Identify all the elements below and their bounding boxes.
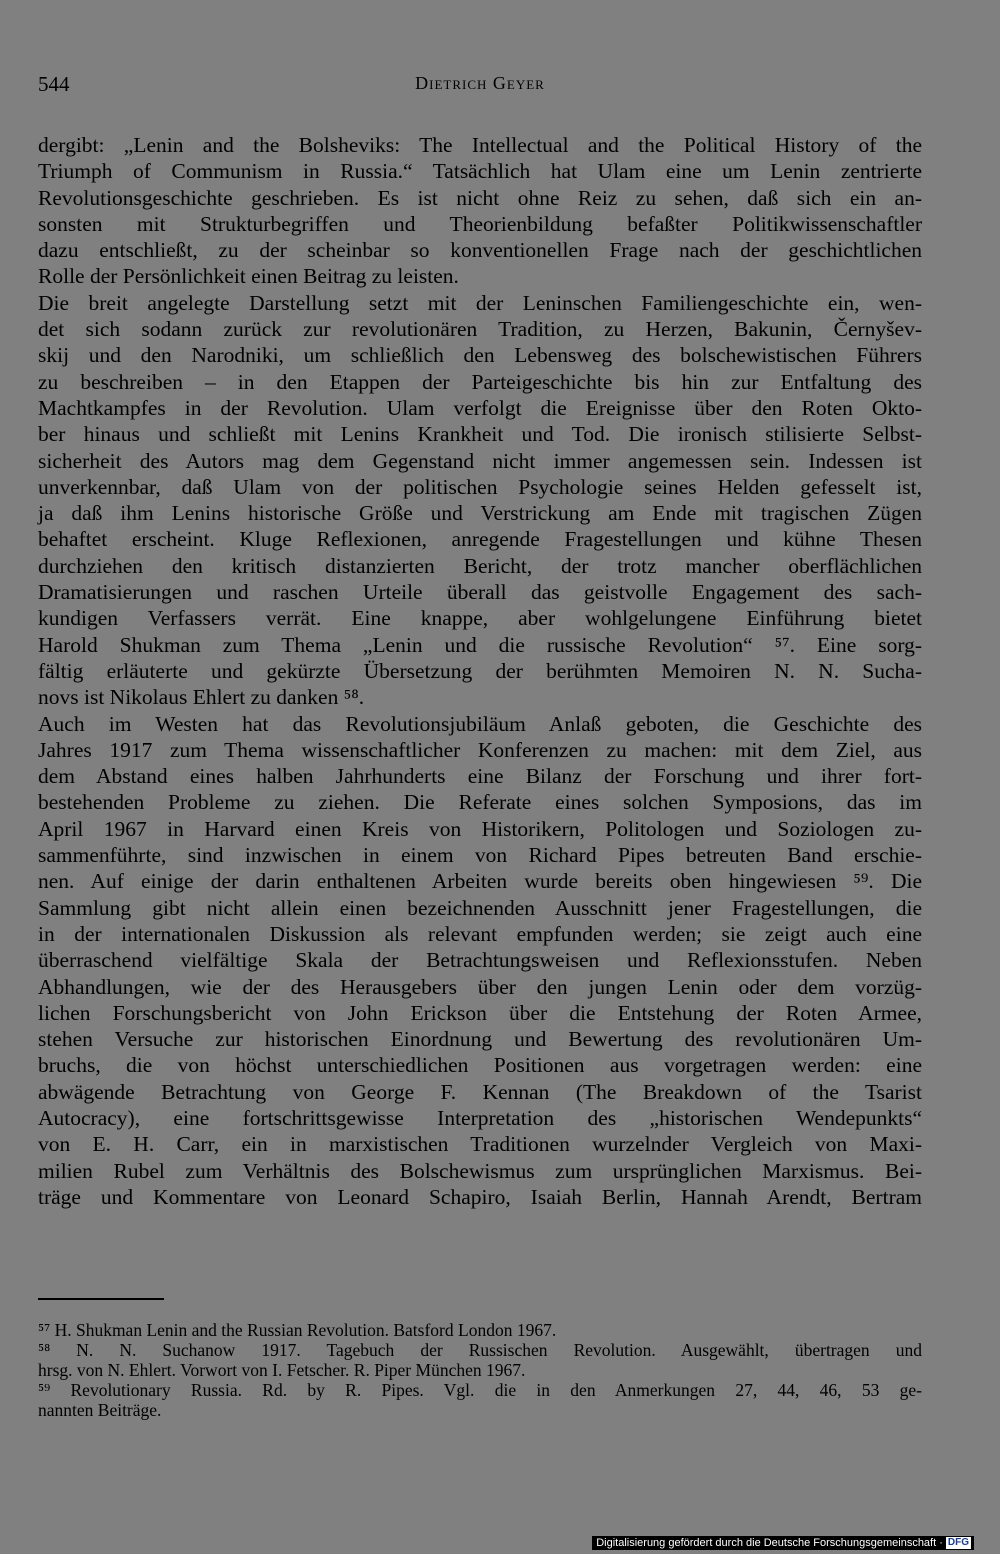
body-line: Auch im Westen hat das Revolutionsjubiläum Anlaß geboten, die Geschichte des (38, 711, 922, 736)
body-line: Machtkampfes in der Revolution. Ulam verfolgt die Ereignisse über den Roten Okto- (38, 395, 922, 420)
body-line: fältig erläuterte und gekürzte Übersetzung der berühmten Memoiren N. N. Sucha- (38, 658, 922, 683)
body-line: bruchs, die von höchst unterschiedlichen Positionen aus vorgetragen werden: eine (38, 1053, 922, 1078)
footnote-line: hrsg. von N. Ehlert. Vorwort von I. Fetscher. R. Piper München 1967. (38, 1360, 526, 1380)
footnote-line: nannten Beiträge. (38, 1400, 162, 1420)
footnote-divider (38, 1298, 164, 1300)
digitization-credit (592, 1536, 974, 1550)
body-line: Triumph of Communism in Russia.“ Tatsächlich hat Ulam eine um Lenin zentrierte (38, 159, 922, 184)
body-line: bestehenden Probleme zu ziehen. Die Referate eines solchen Symposions, das im (38, 790, 922, 815)
footnote-line: ⁵⁸ N. N. Suchanow 1917. Tagebuch der Russischen Revolution. Ausgewählt, übertragen und (38, 1340, 922, 1360)
body-line: abwägende Betrachtung von George F. Kennan (The Breakdown of the Tsarist (38, 1079, 922, 1104)
body-line: lichen Forschungsbericht von John Erickson über die Entstehung der Roten Armee, (38, 1000, 922, 1025)
footnote-line: ⁵⁹ Revolutionary Russia. Rd. by R. Pipes. Vgl. die in den Anmerkungen 27, 44, 46, 53 ge- (38, 1380, 922, 1400)
body-line: dergibt: „Lenin and the Bolsheviks: The Intellectual and the Political History of the (38, 133, 922, 157)
body-line: Rolle der Persönlichkeit einen Beitrag zu leisten. (38, 264, 459, 289)
body-line: kundigen Verfassers verrät. Eine knappe, aber wohlgelungene Einführung bietet (38, 606, 922, 631)
footnotes (38, 1320, 922, 1420)
running-head: Dietrich Geyer (415, 73, 545, 93)
body-line: Harold Shukman zum Thema „Lenin und die russische Revolution“ ⁵⁷. Eine sorg- (38, 632, 922, 657)
body-line: von E. H. Carr, ein in marxistischen Traditionen wurzelnder Vergleich von Maxi- (38, 1132, 922, 1157)
body-line: sammenführte, sind inzwischen in einem von Richard Pipes betreuten Band erschie- (38, 843, 922, 868)
body-line: novs ist Nikolaus Ehlert zu danken ⁵⁸. (38, 685, 365, 710)
body-line: sicherheit des Autors mag dem Gegenstand nicht immer angemessen sein. Indessen ist (38, 448, 922, 473)
body-line: milien Rubel zum Verhältnis des Bolschewismus zum ursprünglichen Marxismus. Bei- (38, 1158, 922, 1183)
body-line: dazu entschließt, zu der scheinbar so konventionellen Frage nach der geschichtlichen (38, 238, 922, 263)
body-line: sonsten mit Strukturbegriffen und Theorienbildung befaßter Politikwissenschaftler (38, 211, 922, 236)
body-line: unverkennbar, daß Ulam von der politischen Psychologie seines Helden gefesselt ist, (38, 474, 922, 499)
body-line: in der internationalen Diskussion als relevant empfunden werden; sie zeigt auch eine (38, 921, 922, 946)
page-number: 544 (38, 72, 70, 96)
body-line: durchziehen den kritisch distanzierten Bericht, der trotz mancher oberflächlichen (38, 553, 922, 578)
body-line: ber hinaus und schließt mit Lenins Krankheit und Tod. Die ironisch stilisierte Selbst- (38, 422, 922, 447)
credit-text: Digitalisierung gefördert durch die Deutsche Forschungsgemeinschaft · (596, 1537, 943, 1549)
body-line: dem Abstand eines halben Jahrhunderts eine Bilanz der Forschung und ihrer fort- (38, 764, 922, 789)
page-header (38, 72, 922, 106)
body-line: nen. Auf einige der darin enthaltenen Arbeiten wurde bereits oben hingewiesen ⁵⁹. Die (38, 869, 922, 894)
body-line: det sich sodann zurück zur revolutionären Tradition, zu Herzen, Bakunin, Černyšev- (38, 317, 922, 342)
dfg-logo: DFG (947, 1537, 969, 1548)
body-line: überraschend vielfältige Skala der Betrachtungsweisen und Reflexionsstufen. Neben (38, 948, 922, 973)
body-line: träge und Kommentare von Leonard Schapiro, Isaiah Berlin, Hannah Arendt, Bertram (38, 1184, 922, 1209)
body-line: Dramatisierungen und raschen Urteile überall das geistvolle Engagement des sach- (38, 580, 922, 605)
body-line: Sammlung gibt nicht allein einen bezeichnenden Ausschnitt jener Fragestellungen, die (38, 895, 922, 920)
body-line: zu beschreiben – in den Etappen der Parteigeschichte bis hin zur Entfaltung des (38, 369, 922, 394)
body-line: April 1967 in Harvard einen Kreis von Historikern, Politologen und Soziologen zu- (38, 816, 922, 841)
body-line: stehen Versuche zur historischen Einordnung und Bewertung des revolutionären Um- (38, 1027, 922, 1052)
body-line: Die breit angelegte Darstellung setzt mit der Leninschen Familiengeschichte ein, wen- (38, 290, 922, 315)
body-text (38, 132, 922, 1210)
body-line: Jahres 1917 zum Thema wissenschaftlicher Konferenzen zu machen: mit dem Ziel, aus (38, 737, 922, 762)
body-line: skij und den Narodniki, um schließlich den Lebensweg des bolschewistischen Führers (38, 343, 922, 368)
body-line: behaftet erscheint. Kluge Reflexionen, anregende Fragestellungen und kühne Thesen (38, 527, 922, 552)
body-line: Abhandlungen, wie der des Herausgebers über den jungen Lenin oder dem vorzüg- (38, 974, 922, 999)
body-line: ja daß ihm Lenins historische Größe und Verstrickung am Ende mit tragischen Zügen (38, 501, 922, 526)
body-line: Autocracy), eine fortschrittsgewisse Interpretation des „historischen Wendepunkts“ (38, 1105, 922, 1130)
footnote-line: ⁵⁷ H. Shukman Lenin and the Russian Revolution. Batsford London 1967. (38, 1320, 557, 1340)
body-line: Revolutionsgeschichte geschrieben. Es ist nicht ohne Reiz zu sehen, daß sich ein an- (38, 185, 922, 210)
